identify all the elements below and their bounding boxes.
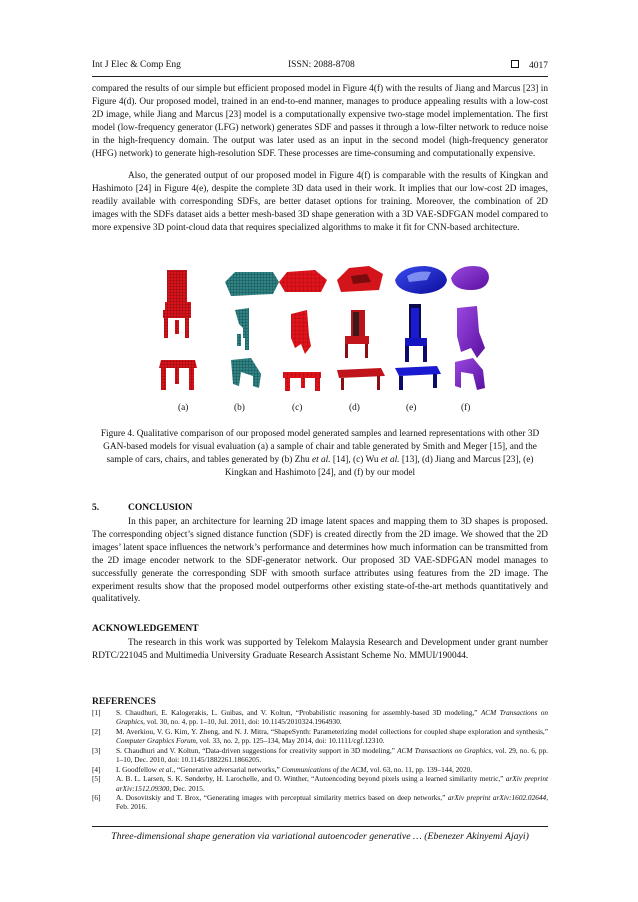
section-heading-conclusion: 5. CONCLUSION bbox=[92, 503, 193, 513]
car-f bbox=[451, 266, 489, 290]
table-f bbox=[455, 358, 485, 390]
section-heading-references: REFERENCES bbox=[92, 697, 156, 707]
figure-col-c bbox=[279, 270, 327, 391]
reference-item: [4] I. Goodfellow et al., “Generative adversarial networks,” Communications of the ACM, vol. 63, no. 11, pp. 139–144, 2020. bbox=[92, 764, 473, 774]
chair-a-seat bbox=[163, 310, 191, 318]
square-bullet-icon bbox=[511, 60, 519, 68]
running-header bbox=[92, 60, 548, 76]
acknowledgement-paragraph: The research in this work was supported by Telekom Malaysia Research and Development under grant number RDTC/221045 and Multimedia University Graduate Research Assistant Scheme No. MMUI/190044. bbox=[92, 638, 548, 661]
table-c-top bbox=[283, 372, 321, 378]
footer-rule bbox=[92, 826, 548, 827]
body-paragraph-1: compared the results of our simple but efficient proposed model in Figure 4(f) with the results of Jiang and Marcus [23] in Figure 4(d). Our proposed model, trained in an end-to-end manner, manages to produce appealing results with a low-cost 2D image, while Jiang and Marcus [23] model is a computationally expensive two-stage model implementation. The first model (low-frequency generator (LFG) network) generates SDF and passes it through a low-filter network to reduce noise in the high-frequency domain. The output was later used as an input in the second model (high-frequency generator (HFG) network) to generate high-resolution SDF. These processes are time-consuming and computationally expensive. bbox=[92, 84, 548, 159]
car-c bbox=[279, 270, 327, 292]
reference-list bbox=[92, 708, 548, 812]
subfig-label-c: (c) bbox=[292, 403, 303, 413]
subfig-label-d: (d) bbox=[349, 403, 360, 413]
reference-item: [5] A. B. L. Larsen, S. K. Sønderby, H. Larochelle, and O. Winther, “Autoencoding beyond pixels using a learned similarity metric,” arXiv preprint arXiv:1512.09300, Dec. 2015. bbox=[92, 774, 548, 793]
reference-item: [2] M. Averkiou, V. G. Kim, Y. Zheng, and N. J. Mitra, “ShapeSynth: Parameterizing model collections for coupled shape exploration and synthesis,” Computer Graphics Forum, vol. 33, no. 2, pp. 125–134, May 2014, doi: 10.1111/cgf.12310. bbox=[92, 726, 548, 746]
journal-name: Int J Elec & Comp Eng bbox=[92, 60, 181, 70]
page-number-group bbox=[511, 60, 548, 71]
reference-item: [6] A. Dosovitskiy and T. Brox, “Generating images with perceptual similarity metrics based on deep networks,” arXiv preprint arXiv:1602.02644, Feb. 2016. bbox=[92, 793, 549, 812]
chair-c bbox=[291, 310, 311, 354]
chair-a-back bbox=[165, 270, 191, 312]
figure-col-b bbox=[225, 272, 279, 388]
figure-col-f bbox=[451, 266, 489, 390]
figure-col-a bbox=[159, 270, 197, 390]
chair-e-seat bbox=[405, 338, 427, 346]
section-heading-acknowledgement: ACKNOWLEDGEMENT bbox=[92, 624, 199, 634]
table-b bbox=[231, 358, 261, 388]
issn: ISSN: 2088-8708 bbox=[288, 60, 355, 70]
subfig-label-f: (f) bbox=[461, 403, 471, 413]
subfig-label-b: (b) bbox=[234, 403, 245, 413]
chair-b bbox=[235, 308, 249, 338]
header-rule bbox=[92, 76, 548, 77]
body-paragraph-2: Also, the generated output of our proposed model in Figure 4(f) is comparable with the results of Kingkan and Hashimoto [24] in Figure 4(e), despite the complete 3D data used in their work. It implies that our low-cost 2D images, readily available with corresponding SDFs, are better dataset options for training. Moreover, the combination of 2D images with the SDFs dataset aids a better mesh-based 3D shape generation with a 3D VAE-SDFGAN model compared to more expensive 3D point-cloud data that requires specialized algorithms to make it fit for CNN-based architecture. bbox=[92, 171, 548, 233]
subfig-label-e: (e) bbox=[406, 403, 417, 413]
chair-f bbox=[457, 306, 485, 358]
figure-col-d bbox=[337, 266, 385, 390]
reference-item: [1] S. Chaudhuri, E. Kalogerakis, L. Guibas, and V. Koltun, “Probabilistic reasoning for assembly-based 3D modeling,” ACM Transactions on Graphics, vol. 30, no. 4, pp. 1–10, Jul. 2011, doi: 10.1145/2010324.1964930. bbox=[92, 708, 548, 727]
figure-col-e bbox=[395, 266, 447, 390]
chair-d-seat bbox=[345, 336, 369, 344]
conclusion-paragraph: In this paper, an architecture for learning 2D image latent spaces and mapping them to 3D shapes is proposed. The corresponding object’s signed distance function (SDF) is created directly from the 2D image. We showed that the 2D images’ latent space influences the network’s performance and determines how much information can be transmitted from the 2D image encoder network to the SDF-generator network. Our proposed 3D VAE-SDFGAN model manages to successfully generate the corresponding SDF with smooth surface attributes using features from the 2D image. The experiment results show that the proposed model outperforms other existing state-of-the-art methods quantitatively and qualitatively. bbox=[92, 517, 548, 605]
subfig-label-a: (a) bbox=[178, 403, 189, 413]
running-footer: Three-dimensional shape generation via variational autoencoder generative … (Ebenezer Akinyemi Ajayi) bbox=[111, 831, 529, 842]
figure-caption: Figure 4. Qualitative comparison of our proposed model generated samples and learned representations with other 3D GAN-based models for visual evaluation (a) a sample of chair and table generated by Smith and Meger [15], and the sample of cars, chairs, and tables generated by (b) Zhu et al. [14], (c) Wu et al. [13], (d) Jiang and Marcus [23], (e) Kingkan and Hashimoto [24], and (f) by our model bbox=[100, 429, 540, 478]
figure-4-image bbox=[155, 262, 490, 422]
reference-item: [3] S. Chaudhuri and V. Koltun, “Data-driven suggestions for creativity support in 3D modeling,” ACM Transactions on Graphics, vol. 29, no. 6, pp. 1–10, Dec. 2010, doi: 10.1145/1882261.1866205. bbox=[92, 745, 548, 765]
page-number: 4017 bbox=[529, 61, 548, 71]
table-a-top bbox=[159, 360, 197, 368]
car-b bbox=[225, 272, 279, 296]
